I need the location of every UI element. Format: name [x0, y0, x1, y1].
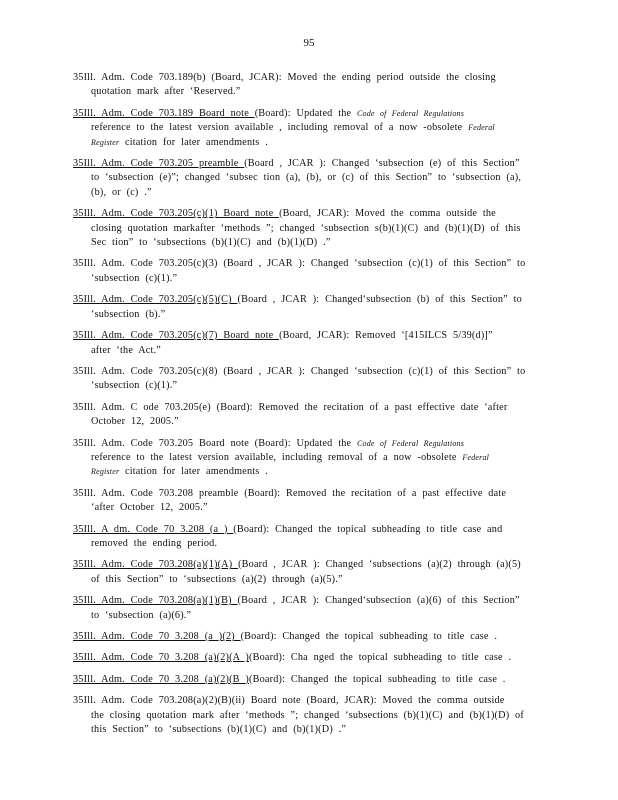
entry-text: the closing quotation mark after ‘methods ”; changed ‘subsections (b)(1)(C) and (b)(1)(D) of	[91, 709, 524, 721]
entry-first-line	[73, 630, 539, 644]
entry-text: citation for later amendments .	[119, 136, 268, 148]
citation-italic: Federal	[462, 452, 490, 462]
entry-first-line	[73, 487, 539, 501]
entry-continuation-line	[73, 723, 539, 737]
amendment-entry	[73, 71, 539, 100]
entry-continuation-line	[73, 186, 539, 200]
citation-underlined: 35Ill. Adm. Code 703.205(c)(7) Board note	[73, 330, 280, 342]
citation-italic: Register	[91, 467, 120, 477]
entry-text: (Board, JCAR): Removed ‘[415ILCS 5/39(d)]”	[279, 330, 493, 342]
entry-continuation-line	[73, 222, 539, 236]
citation-underlined: 35Ill. Adm. Code 703.189 Board note	[73, 107, 255, 119]
entry-continuation-line	[73, 415, 539, 429]
entry-first-line	[73, 437, 539, 451]
entry-first-line	[73, 71, 539, 85]
amendment-entry	[73, 523, 539, 552]
amendment-entry	[73, 673, 539, 687]
entry-continuation-line	[73, 171, 539, 185]
citation-underlined: 35Ill. Adm. Code 70 3.208 (a)(2)(A )	[73, 652, 250, 664]
entry-text: Sec tion” to ‘subsections (b)(1)(C) and (b)(1)(D) .”	[91, 237, 331, 249]
entry-continuation-line	[73, 379, 539, 393]
entry-continuation-line	[73, 573, 539, 587]
entry-text: (Board , JCAR ): Changed ‘subsections (a)(2) through (a)(5)	[238, 559, 521, 571]
amendment-entry	[73, 257, 539, 286]
entry-first-line	[73, 523, 539, 537]
entry-text: (Board , JCAR ): Changed‘subsection (b) of this Section” to	[237, 294, 522, 306]
citation-underlined: 35Ill. Adm. Code 70 3.208 (a )(2)	[73, 631, 241, 642]
entry-continuation-line	[73, 465, 539, 479]
entry-text: to ‘subsection (a)(6).”	[91, 609, 192, 621]
entry-text: (Board): Updated the	[254, 107, 357, 119]
amendment-entry	[73, 365, 539, 394]
entry-continuation-line	[73, 537, 539, 551]
entry-text: reference to the latest version available , including removal of a now -obsolete	[91, 122, 469, 134]
entry-first-line	[73, 207, 539, 221]
amendment-entry	[73, 594, 539, 623]
entry-continuation-line	[73, 344, 539, 358]
entry-text: ‘subsection (c)(1).”	[91, 272, 178, 284]
entry-text: (b), or (c) .”	[91, 186, 152, 198]
entry-text: after ‘the Act.”	[91, 344, 162, 356]
amendment-entry	[73, 694, 539, 737]
entry-text: ‘after October 12, 2005.”	[91, 502, 208, 514]
entry-continuation-line	[73, 136, 539, 150]
amendment-entry	[73, 487, 539, 516]
entry-first-line	[73, 594, 539, 608]
entry-first-line	[73, 558, 539, 572]
entry-text: 35Ill. Adm. Code 703.205(c)(3) (Board , JCAR ): Changed ‘subsection (c)(1) of this Section” to	[73, 258, 526, 270]
entry-text: 35Ill. Adm. Code 703.205(c)(8) (Board , JCAR ): Changed ‘subsection (c)(1) of this Section” to	[73, 365, 526, 377]
entry-first-line	[73, 157, 539, 171]
entry-text: to ‘subsection (e)”; changed ‘subsec tion (a), (b), or (c) of this Section” to ‘subsection (a),	[91, 172, 522, 184]
entry-continuation-line	[73, 709, 539, 723]
entry-text: 35Ill. Adm. C ode 703.205(e) (Board): Removed the recitation of a past effective date ‘after	[73, 401, 508, 413]
citation-underlined: 35Ill. Adm. Code 703.205(c)(1) Board note	[73, 208, 280, 220]
citation-underlined: 35Ill. Adm. Code 703.205 preamble	[73, 158, 245, 170]
amendment-entry	[73, 107, 539, 150]
entry-first-line	[73, 401, 539, 415]
amendment-entry	[73, 651, 539, 665]
amendment-list	[73, 71, 539, 744]
citation-underlined: 35Ill. Adm. Code 703.208(a)(1)(A)	[73, 559, 239, 571]
citation-underlined: 35Ill. A dm. Code 70 3.208 (a )	[73, 523, 234, 535]
entry-continuation-line	[73, 121, 539, 135]
entry-text: 35Ill. Adm. Code 703.208 preamble (Board): Removed the recitation of a past effective date	[73, 487, 507, 499]
citation-italic: Code of Federal Regulations	[357, 108, 465, 118]
entry-first-line	[73, 107, 539, 121]
citation-italic: Code of Federal Regulations	[357, 438, 465, 448]
amendment-entry	[73, 293, 539, 322]
page-number: 95	[303, 37, 315, 49]
entry-first-line	[73, 694, 539, 708]
entry-text: citation for later amendments .	[119, 466, 268, 478]
amendment-entry	[73, 207, 539, 250]
entry-text: ‘subsection (c)(1).”	[91, 380, 178, 392]
amendment-entry	[73, 401, 539, 430]
entry-text: quotation mark after ‘Reserved.”	[91, 86, 241, 98]
entry-text: ‘subsection (b).”	[91, 308, 166, 320]
entry-first-line	[73, 329, 539, 343]
entry-text: (Board): Cha nged the topical subheading to title case .	[249, 652, 512, 664]
citation-underlined: 35Ill. Adm. Code 703.205(c)(5)(C)	[73, 294, 238, 306]
entry-text: removed the ending period.	[91, 537, 218, 549]
amendment-entry	[73, 437, 539, 480]
entry-text: 35Ill. Adm. Code 703.205 Board note (Board): Updated the	[73, 437, 357, 449]
amendment-entry	[73, 558, 539, 587]
entry-first-line	[73, 365, 539, 379]
entry-first-line	[73, 257, 539, 271]
entry-first-line	[73, 293, 539, 307]
entry-first-line	[73, 673, 539, 687]
entry-text: (Board): Changed the topical subheading to title case and	[233, 523, 503, 535]
amendment-entry	[73, 630, 539, 644]
entry-text: 35Ill. Adm. Code 703.208(a)(2)(B)(ii) Board note (Board, JCAR): Moved the comma outside	[73, 695, 505, 707]
entry-continuation-line	[73, 501, 539, 515]
entry-first-line	[73, 651, 539, 665]
entry-text: (Board): Changed the topical subheading to title case .	[240, 631, 498, 642]
entry-continuation-line	[73, 451, 539, 465]
citation-italic: Federal	[468, 123, 495, 133]
amendment-entry	[73, 157, 539, 200]
entry-text: (Board , JCAR ): Changed‘subsection (a)(6) of this Section”	[237, 595, 520, 607]
entry-text: (Board, JCAR): Moved the comma outside the	[279, 208, 496, 220]
entry-continuation-line	[73, 85, 539, 99]
entry-continuation-line	[73, 272, 539, 286]
entry-text: October 12, 2005.”	[91, 416, 179, 428]
entry-continuation-line	[73, 236, 539, 250]
entry-text: closing quotation markafter ‘methods ”; changed ‘subsection s(b)(1)(C) and (b)(1)(D) of this	[91, 222, 521, 234]
citation-italic: Register	[91, 137, 120, 147]
citation-underlined: 35Ill. Adm. Code 70 3.208 (a)(2)(B )	[73, 673, 250, 685]
entry-text: (Board): Changed the topical subheading to title case .	[249, 673, 506, 685]
entry-text: 35Ill. Adm. Code 703.189(b) (Board, JCAR): Moved the ending period outside the closing	[73, 72, 496, 83]
entry-text: this Section” to ‘subsections (b)(1)(C) and (b)(1)(D) .”	[91, 724, 347, 736]
amendment-entry	[73, 329, 539, 358]
entry-continuation-line	[73, 308, 539, 322]
entry-text: (Board , JCAR ): Changed ‘subsection (e) of this Section”	[244, 158, 520, 170]
citation-underlined: 35Ill. Adm. Code 703.208(a)(1)(B)	[73, 595, 238, 607]
entry-text: of this Section” to ‘subsections (a)(2) through (a)(5).”	[91, 573, 343, 585]
entry-continuation-line	[73, 609, 539, 623]
entry-text: reference to the latest version available, including removal of a now -obsolete	[91, 451, 463, 463]
